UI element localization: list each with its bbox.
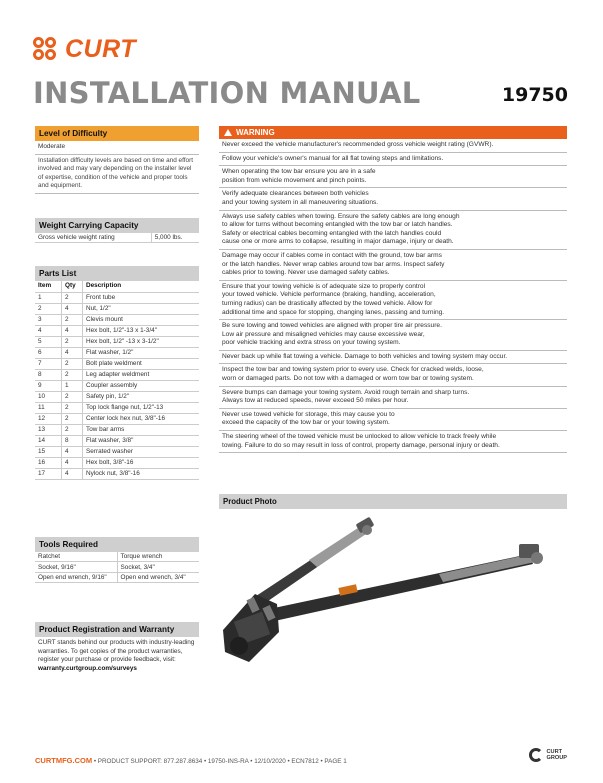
- parts-cell-qty: 1: [62, 380, 83, 391]
- footer: [35, 756, 347, 765]
- table-row: [35, 336, 199, 347]
- parts-cell-description: Nut, 1/2": [86, 304, 111, 312]
- difficulty-panel: [35, 126, 199, 194]
- page-title: INSTALLATION MANUAL: [33, 76, 421, 110]
- parts-cell-description: Serrated washer: [86, 447, 133, 455]
- registration-text: [35, 637, 199, 675]
- registration-body: CURT stands behind our products with industry-leading warranties. To get copies of the product warranties, register your purchase or provide feedback, visit:: [38, 639, 195, 664]
- parts-cell-qty: 2: [62, 413, 83, 424]
- parts-table: [35, 281, 199, 480]
- parts-cell-item: 13: [35, 424, 62, 435]
- parts-cell-item: 14: [35, 435, 62, 446]
- warning-item: Never use towed vehicle for storage, this may cause you to exceed the capacity of the tow bar or your towing system.: [219, 409, 567, 431]
- table-row: [35, 391, 199, 402]
- table-row: [35, 457, 199, 468]
- warning-heading: WARNING: [236, 128, 275, 137]
- parts-cell-item: 10: [35, 391, 62, 402]
- registration-panel: [35, 622, 199, 675]
- warning-item: Never back up while flat towing a vehicle. Damage to both vehicles and towing system may occur.: [219, 351, 567, 365]
- parts-cell-qty: 2: [62, 369, 83, 380]
- parts-cell-qty: 4: [62, 303, 83, 314]
- parts-cell-qty: 2: [62, 292, 83, 303]
- warning-item: Always use safety cables when towing. Ensure the safety cables are long enough to allow for turns without becoming entangled with the tow bar or latch handles. Safety or electrical cables becoming entangled with the latch handles could cause one or more arms to collapse, resulting in major damage, injury or death.: [219, 211, 567, 250]
- table-row: [35, 552, 199, 562]
- parts-cell-description: Nylock nut, 3/8"-16: [86, 469, 140, 477]
- tool-cell: Torque wrench: [117, 552, 199, 562]
- product-photo: [219, 512, 567, 702]
- parts-cell-item: 2: [35, 303, 62, 314]
- curt-logo-icon: [33, 37, 59, 63]
- parts-cell-description: Tow bar arms: [86, 425, 125, 433]
- table-row: [35, 572, 199, 582]
- parts-cell-qty: 2: [62, 336, 83, 347]
- warning-item: Never exceed the vehicle manufacturer's recommended gross vehicle weight rating (GVWR).: [219, 139, 567, 153]
- parts-cell-qty: 4: [62, 446, 83, 457]
- table-row: [35, 446, 199, 457]
- parts-cell-item: 16: [35, 457, 62, 468]
- parts-cell-qty: 4: [62, 468, 83, 479]
- tool-cell: Open end wrench, 3/4": [117, 572, 199, 582]
- warning-item: The steering wheel of the towed vehicle must be unlocked to allow vehicle to track freely while towing. Failure to do so may result in loss of control, property damage, personal injury or death.: [219, 431, 567, 453]
- weight-table: [35, 233, 199, 243]
- parts-cell-item: 9: [35, 380, 62, 391]
- parts-col-item: Item: [35, 281, 62, 292]
- parts-cell-qty: 2: [62, 358, 83, 369]
- parts-cell-item: 11: [35, 402, 62, 413]
- parts-cell-qty: 4: [62, 457, 83, 468]
- parts-cell-qty: 4: [62, 347, 83, 358]
- brand-logo: [33, 35, 136, 64]
- tool-cell: Open end wrench, 9/16": [35, 572, 117, 582]
- parts-cell-item: 4: [35, 325, 62, 336]
- parts-cell-description: Clevis mount: [86, 315, 123, 323]
- weight-heading: Weight Carrying Capacity: [35, 218, 199, 233]
- parts-cell-item: 17: [35, 468, 62, 479]
- parts-cell-item: 8: [35, 369, 62, 380]
- difficulty-level: Moderate: [35, 141, 199, 155]
- table-row: [35, 347, 199, 358]
- parts-cell-description: Hex bolt, 1/2"-13 x 1-3/4": [86, 326, 157, 334]
- warning-header: [219, 126, 567, 139]
- parts-cell-item: 12: [35, 413, 62, 424]
- parts-cell-description: Hex bolt, 3/8"-16: [86, 458, 134, 466]
- tools-panel: [35, 537, 199, 583]
- parts-cell-description: Flat washer, 3/8": [86, 436, 134, 444]
- warning-item: When operating the tow bar ensure you are in a safe position from vehicle movement and pinch points.: [219, 166, 567, 188]
- parts-cell-item: 15: [35, 446, 62, 457]
- warning-panel: [219, 126, 567, 453]
- difficulty-note: Installation difficulty levels are based on time and effort involved and may vary depending on the installer level of expertise, condition of the vehicle and proper tools and equipment.: [35, 155, 199, 194]
- parts-cell-qty: 4: [62, 325, 83, 336]
- footer-site-link[interactable]: CURTMFG.COM: [35, 756, 93, 765]
- parts-cell-description: Center lock hex nut, 3/8"-16: [86, 414, 165, 422]
- part-number: 19750: [501, 84, 568, 106]
- tools-heading: Tools Required: [35, 537, 199, 552]
- group-line2: GROUP: [546, 755, 567, 761]
- parts-cell-qty: 2: [62, 424, 83, 435]
- table-row: [35, 424, 199, 435]
- warning-item: Verify adequate clearances between both vehicles and your towing system in all maneuvering situations.: [219, 188, 567, 210]
- table-row: [35, 303, 199, 314]
- parts-panel: [35, 266, 199, 480]
- warning-item: Follow your vehicle's owner's manual for all flat towing steps and limitations.: [219, 153, 567, 167]
- parts-cell-item: 3: [35, 314, 62, 325]
- brand-name: CURT: [65, 35, 136, 63]
- parts-cell-item: 6: [35, 347, 62, 358]
- parts-cell-description: Top lock flange nut, 1/2"-13: [86, 403, 164, 411]
- parts-cell-description: Coupler assembly: [86, 381, 138, 389]
- warning-item: Severe bumps can damage your towing system. Avoid rough terrain and sharp turns. Always tow at reduced speeds, never exceed 50 miles per hour.: [219, 387, 567, 409]
- table-row: [35, 314, 199, 325]
- difficulty-heading: Level of Difficulty: [35, 126, 199, 141]
- parts-cell-qty: 8: [62, 435, 83, 446]
- parts-cell-item: 7: [35, 358, 62, 369]
- table-row: [35, 325, 199, 336]
- warning-item: Be sure towing and towed vehicles are aligned with proper tire air pressure. Low air pressure and misaligned vehicles may cause excessive wear, poor vehicle tracking and extra stress on your towing system.: [219, 320, 567, 351]
- table-row: [35, 369, 199, 380]
- warning-item: Inspect the tow bar and towing system prior to every use. Check for cracked welds, loose, worn or damaged parts. Do not tow with a damaged or worn tow bar or towing system.: [219, 364, 567, 386]
- parts-col-description: Description: [86, 282, 122, 290]
- curt-group-logo: [529, 748, 567, 762]
- tool-cell: Ratchet: [35, 552, 117, 562]
- group-line1: CURT: [546, 749, 563, 755]
- parts-cell-qty: 2: [62, 391, 83, 402]
- parts-cell-description: Flat washer, 1/2": [86, 348, 134, 356]
- table-row: [35, 468, 199, 479]
- weight-panel: [35, 218, 199, 243]
- curt-group-icon: [529, 748, 543, 762]
- table-row: [35, 562, 199, 572]
- table-row: [35, 358, 199, 369]
- parts-cell-item: 5: [35, 336, 62, 347]
- weight-label: Gross vehicle weight rating: [35, 233, 151, 243]
- parts-col-qty: Qty: [62, 281, 83, 292]
- table-row: [35, 380, 199, 391]
- tools-table: [35, 552, 199, 583]
- tool-cell: Socket, 3/4": [117, 562, 199, 572]
- parts-cell-qty: 2: [62, 314, 83, 325]
- parts-cell-description: Leg adapter weldment: [86, 370, 150, 378]
- warranty-link[interactable]: warranty.curtgroup.com/surveys: [38, 664, 137, 672]
- warning-item: Damage may occur if cables come in contact with the ground, tow bar arms or the latch handles. Never wrap cables around tow bar arms. Inspect safety cables prior to towing. Never use damaged safety cables.: [219, 250, 567, 281]
- table-row: [35, 413, 199, 424]
- table-row: [35, 402, 199, 413]
- parts-cell-description: Bolt plate weldment: [86, 359, 142, 367]
- table-row: [35, 435, 199, 446]
- warning-icon: [224, 129, 232, 136]
- registration-heading: Product Registration and Warranty: [35, 622, 199, 637]
- photo-heading: Product Photo: [219, 494, 567, 509]
- parts-cell-qty: 2: [62, 402, 83, 413]
- tool-cell: Socket, 9/16": [35, 562, 117, 572]
- weight-value: 5,000 lbs.: [154, 234, 183, 242]
- parts-cell-description: Front tube: [86, 293, 116, 301]
- parts-cell-description: Safety pin, 1/2": [86, 392, 130, 400]
- warning-item: Ensure that your towing vehicle is of adequate size to properly control your towed vehicle. Vehicle performance (braking, handling, acceleration, turning radius) can be drastically affected by the towed vehicle. Allow for additional time and space for stopping, changing lanes, passing and turning.: [219, 281, 567, 320]
- parts-cell-description: Hex bolt, 1/2" -13 x 3-1/2": [86, 337, 159, 345]
- parts-cell-item: 1: [35, 292, 62, 303]
- table-row: [35, 292, 199, 303]
- parts-heading: Parts List: [35, 266, 199, 281]
- footer-info: • PRODUCT SUPPORT: 877.287.8634 • 19750-INS-RA • 12/10/2020 • ECN7812 • PAGE 1: [92, 758, 347, 765]
